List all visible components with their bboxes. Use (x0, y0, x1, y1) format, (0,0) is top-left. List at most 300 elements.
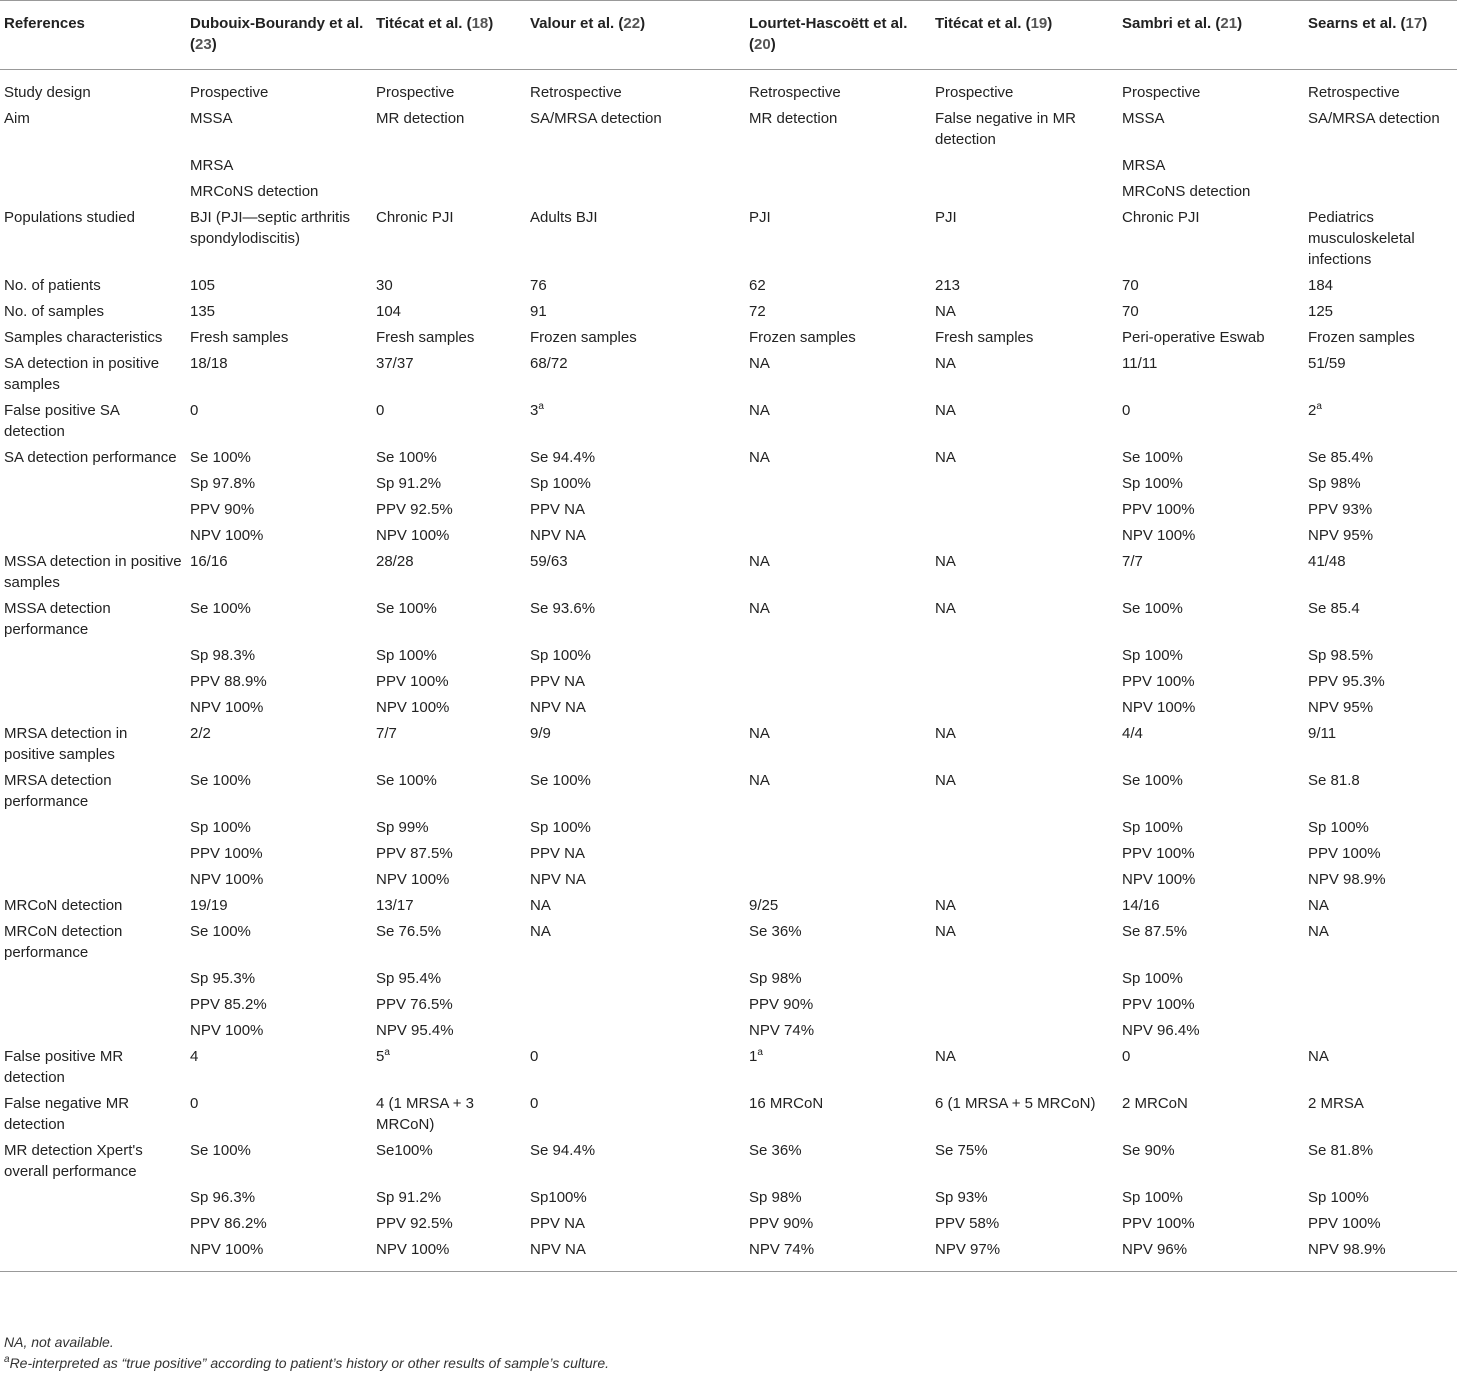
row-label: MRCoN detection (4, 897, 123, 914)
table-row (0, 770, 1457, 817)
table-cell (372, 770, 526, 817)
cell-value: 68/72 (530, 355, 568, 372)
cell-value: NPV 100% (1122, 871, 1196, 888)
table-cell (1118, 155, 1304, 181)
study-name-tail: ) (770, 36, 776, 53)
cell-value: 91 (530, 303, 547, 320)
table-cell (372, 645, 526, 671)
table-cell (526, 301, 745, 327)
reference-number: 17 (1405, 15, 1423, 32)
cell-value: 2 MRCoN (1122, 1095, 1188, 1112)
table-cell (526, 207, 745, 275)
cell-value: 7/7 (1122, 553, 1143, 570)
cell-value: Adults BJI (530, 209, 598, 226)
table-cell (1118, 697, 1304, 723)
table-cell (745, 968, 931, 994)
table-cell (1304, 968, 1457, 994)
cell-value: 135 (190, 303, 216, 320)
cell-value: NA (935, 355, 956, 372)
table-row (0, 1213, 1457, 1239)
table-cell (1118, 1093, 1304, 1140)
table-cell (526, 275, 745, 301)
reference-number: 23 (195, 36, 212, 53)
cell-value: 104 (376, 303, 402, 320)
cell-value: NA (935, 772, 956, 789)
cell-value: NPV 100% (376, 527, 450, 544)
cell-value: Sp 95.4% (376, 970, 442, 987)
cell-value: Sp 91.2% (376, 1189, 442, 1206)
footnote-marker: a (538, 401, 544, 412)
table-row (0, 447, 1457, 473)
table-row (0, 1239, 1457, 1272)
row-label: Aim (4, 110, 30, 127)
table-cell (1118, 1213, 1304, 1239)
footnote-a-text: Re-interpreted as “true positive” according to patient’s history or other results of sample’s culture. (9, 1355, 609, 1371)
table-cell (931, 1239, 1118, 1272)
table-cell (1118, 895, 1304, 921)
table-cell (526, 473, 745, 499)
cell-value: Sp 100% (1122, 647, 1183, 664)
study-name: Titécat et al. ( (376, 15, 472, 32)
table-cell (931, 921, 1118, 968)
row-label: False negative MR detection (4, 1095, 130, 1133)
cell-value: Se 85.4% (1308, 449, 1374, 466)
table-cell (1118, 671, 1304, 697)
cell-value: Se 100% (1122, 449, 1183, 466)
table-cell (931, 1140, 1118, 1187)
cell-value: MR detection (376, 110, 465, 127)
table-cell (526, 994, 745, 1020)
table-cell (526, 499, 745, 525)
cell-value: NPV 100% (190, 699, 264, 716)
table-cell (372, 817, 526, 843)
table-cell (931, 869, 1118, 895)
table-cell (1304, 770, 1457, 817)
row-label (0, 968, 186, 994)
table-row (0, 181, 1457, 207)
cell-value: MRCoNS detection (1122, 183, 1251, 200)
table-cell (1304, 70, 1457, 109)
cell-value: Se 100% (190, 923, 251, 940)
study-name-tail: ) (640, 15, 646, 32)
cell-value: 62 (749, 277, 766, 294)
table-cell (186, 1213, 372, 1239)
cell-value: NPV 74% (749, 1241, 815, 1258)
cell-value: 72 (749, 303, 766, 320)
cell-value: NA (749, 553, 770, 570)
cell-value: NPV 96.4% (1122, 1022, 1200, 1039)
table-cell (931, 1187, 1118, 1213)
cell-value: Frozen samples (749, 329, 856, 346)
cell-value: Sp 100% (530, 475, 591, 492)
cell-value: PPV 100% (1122, 1215, 1195, 1232)
study-header (1118, 1, 1304, 70)
table-cell (1118, 723, 1304, 770)
cell-value: NPV 100% (190, 871, 264, 888)
table-cell (1304, 155, 1457, 181)
table-cell (931, 671, 1118, 697)
cell-value: Prospective (376, 84, 455, 101)
cell-value: SA/MRSA detection (530, 110, 662, 127)
table-cell (745, 1187, 931, 1213)
footnote-a (4, 1355, 609, 1371)
table-cell (186, 70, 372, 109)
cell-value: SA/MRSA detection (1308, 110, 1440, 127)
cell-value: MR detection (749, 110, 838, 127)
cell-value: 0 (190, 402, 199, 419)
table-cell (745, 400, 931, 447)
cell-value: 37/37 (376, 355, 414, 372)
table-cell (186, 155, 372, 181)
cell-value: PPV 87.5% (376, 845, 453, 862)
table-cell (931, 598, 1118, 645)
table-cell (1118, 275, 1304, 301)
table-cell (1304, 895, 1457, 921)
table-cell (526, 817, 745, 843)
cell-value: 51/59 (1308, 355, 1346, 372)
cell-value: Fresh samples (190, 329, 289, 346)
table-cell (1118, 70, 1304, 109)
table-cell (186, 301, 372, 327)
table-cell (526, 968, 745, 994)
table-cell (745, 1239, 931, 1272)
table-cell (931, 1046, 1118, 1093)
cell-value: NA (935, 449, 956, 466)
row-label: Study design (4, 84, 91, 101)
cell-value: 9/11 (1308, 725, 1337, 742)
row-label (0, 473, 186, 499)
cell-value: PPV 100% (376, 673, 449, 690)
row-label: MRCoN detection performance (4, 923, 123, 961)
cell-value: 2 (1308, 402, 1317, 419)
cell-value: PPV NA (530, 673, 586, 690)
table-row (0, 70, 1457, 109)
cell-value: NA (935, 1048, 956, 1065)
cell-value: NPV 100% (376, 871, 450, 888)
table-cell (526, 1093, 745, 1140)
table-cell (745, 895, 931, 921)
cell-value: NA (530, 923, 551, 940)
table-cell (186, 1020, 372, 1046)
table-cell (931, 70, 1118, 109)
table-row (0, 697, 1457, 723)
table-cell (745, 327, 931, 353)
table-row (0, 994, 1457, 1020)
table-cell (186, 1140, 372, 1187)
study-name: Sambri et al. ( (1122, 15, 1221, 32)
cell-value: 16 MRCoN (749, 1095, 824, 1112)
cell-value: NPV 98.9% (1308, 871, 1386, 888)
cell-value: Sp 98% (1308, 475, 1361, 492)
table-cell (526, 598, 745, 645)
table-cell (931, 499, 1118, 525)
study-header (526, 1, 745, 70)
cell-value: Se 100% (190, 1142, 251, 1159)
table-cell (1304, 723, 1457, 770)
table-cell (526, 551, 745, 598)
cell-value: NPV 100% (190, 1022, 264, 1039)
row-label (0, 645, 186, 671)
table-cell (186, 994, 372, 1020)
cell-value: PPV 100% (1122, 845, 1195, 862)
row-label (0, 1020, 186, 1046)
row-label (0, 155, 186, 181)
cell-value: PPV 90% (749, 1215, 814, 1232)
table-cell (186, 551, 372, 598)
cell-value: Sp 100% (376, 647, 437, 664)
cell-value: NPV NA (530, 699, 586, 716)
row-label: MR detection Xpert's overall performance (4, 1142, 143, 1180)
table-cell (931, 327, 1118, 353)
cell-value: PPV 100% (1122, 501, 1195, 518)
cell-value: 11/11 (1122, 355, 1158, 372)
table-cell (1118, 1239, 1304, 1272)
row-label: False positive MR detection (4, 1048, 124, 1086)
cell-value: PPV 100% (190, 845, 263, 862)
table-cell (1118, 968, 1304, 994)
table-row (0, 108, 1457, 155)
table-row (0, 551, 1457, 598)
cell-value: Se 100% (190, 449, 251, 466)
table-cell (745, 770, 931, 817)
table-cell (1304, 447, 1457, 473)
study-name: Searns et al. ( (1308, 15, 1406, 32)
table-cell (1304, 525, 1457, 551)
table-cell (372, 1093, 526, 1140)
study-name-tail: ) (488, 15, 494, 32)
table-cell (186, 400, 372, 447)
cell-value: Sp 98.5% (1308, 647, 1374, 664)
table-cell (1304, 1046, 1457, 1093)
table-cell (186, 697, 372, 723)
table-cell (1304, 1140, 1457, 1187)
table-cell (931, 770, 1118, 817)
reference-number: 20 (754, 36, 771, 53)
cell-value: NA (1308, 1048, 1329, 1065)
table-cell (372, 70, 526, 109)
table-cell (1304, 1187, 1457, 1213)
cell-value: 5 (376, 1048, 385, 1065)
table-cell (931, 843, 1118, 869)
row-label (0, 817, 186, 843)
table-row (0, 473, 1457, 499)
table-cell (186, 645, 372, 671)
row-label (0, 869, 186, 895)
table-cell (1304, 301, 1457, 327)
cell-value: NA (935, 402, 956, 419)
cell-value: PPV 95.3% (1308, 673, 1385, 690)
cell-value: Se 85.4 (1308, 600, 1360, 617)
cell-value: 41/48 (1308, 553, 1346, 570)
cell-value: NA (749, 449, 770, 466)
table-cell (372, 207, 526, 275)
cell-value: 9/9 (530, 725, 551, 742)
table-cell (931, 301, 1118, 327)
table-row (0, 400, 1457, 447)
table-cell (372, 869, 526, 895)
study-name: Valour et al. ( (530, 15, 624, 32)
table-cell (372, 551, 526, 598)
table-cell (745, 447, 931, 473)
cell-value: 184 (1308, 277, 1334, 294)
table-cell (526, 921, 745, 968)
table-cell (745, 275, 931, 301)
table-row (0, 1140, 1457, 1187)
table-cell (186, 525, 372, 551)
cell-value: Sp 98.3% (190, 647, 256, 664)
table-cell (931, 697, 1118, 723)
cell-value: NPV 96% (1122, 1241, 1188, 1258)
cell-value: Chronic PJI (1122, 209, 1200, 226)
table-cell (1304, 671, 1457, 697)
cell-value: 213 (935, 277, 961, 294)
cell-value: 105 (190, 277, 216, 294)
cell-value: 6 (1 MRSA + 5 MRCoN) (935, 1095, 1096, 1112)
cell-value: 70 (1122, 303, 1139, 320)
cell-value: PPV NA (530, 1215, 586, 1232)
cell-value: 13/17 (376, 897, 414, 914)
table-cell (526, 671, 745, 697)
table-cell (526, 1239, 745, 1272)
table-cell (1304, 1239, 1457, 1272)
table-cell (1304, 327, 1457, 353)
table-cell (931, 1020, 1118, 1046)
cell-value: Se 81.8% (1308, 1142, 1374, 1159)
cell-value: NA (935, 600, 956, 617)
cell-value: PPV 90% (749, 996, 814, 1013)
table-cell (1304, 817, 1457, 843)
footnote-marker: a (1316, 401, 1322, 412)
table-row (0, 1093, 1457, 1140)
table-cell (186, 108, 372, 155)
cell-value: Sp 100% (1122, 475, 1183, 492)
table-cell (526, 1020, 745, 1046)
table-cell (526, 697, 745, 723)
table-row (0, 817, 1457, 843)
cell-value: PPV 100% (1122, 996, 1195, 1013)
cell-value: 4/4 (1122, 725, 1143, 742)
table-cell (745, 1093, 931, 1140)
table-cell (526, 70, 745, 109)
table-cell (745, 525, 931, 551)
table-cell (931, 551, 1118, 598)
cell-value: PPV 100% (1122, 673, 1195, 690)
table-cell (372, 327, 526, 353)
cell-value: NA (749, 725, 770, 742)
table-cell (1304, 1020, 1457, 1046)
table-cell (372, 473, 526, 499)
table-cell (1118, 869, 1304, 895)
cell-value: Se 75% (935, 1142, 988, 1159)
study-name: Dubouix-Bourandy et al. ( (190, 15, 364, 53)
table-cell (745, 817, 931, 843)
reference-number: 18 (471, 15, 489, 32)
table-cell (1118, 921, 1304, 968)
table-cell (1304, 921, 1457, 968)
cell-value: PPV 58% (935, 1215, 1000, 1232)
table-cell (186, 447, 372, 473)
table-cell (745, 155, 931, 181)
table-cell (372, 895, 526, 921)
table-row (0, 921, 1457, 968)
table-cell (745, 723, 931, 770)
cell-value: Sp 97.8% (190, 475, 256, 492)
row-label (0, 181, 186, 207)
cell-value: Sp 100% (190, 819, 251, 836)
cell-value: Se 100% (530, 772, 591, 789)
table-cell (372, 499, 526, 525)
table-cell (186, 1239, 372, 1272)
table-cell (372, 181, 526, 207)
cell-value: Prospective (1122, 84, 1201, 101)
cell-value: 2/2 (190, 725, 211, 742)
table-cell (186, 275, 372, 301)
table-cell (186, 770, 372, 817)
cell-value: PPV 88.9% (190, 673, 267, 690)
table-cell (1304, 353, 1457, 400)
cell-value: PPV 90% (190, 501, 255, 518)
table-cell (1304, 473, 1457, 499)
cell-value: 3 (530, 402, 539, 419)
cell-value: PJI (935, 209, 957, 226)
table-cell (745, 353, 931, 400)
cell-value: Retrospective (530, 84, 622, 101)
table-row (0, 353, 1457, 400)
row-label: False positive SA detection (4, 402, 120, 440)
table-row (0, 327, 1457, 353)
reference-number: 19 (1030, 15, 1048, 32)
table-cell (1304, 499, 1457, 525)
cell-value: Frozen samples (530, 329, 637, 346)
table-cell (1304, 207, 1457, 275)
cell-value: Se 93.6% (530, 600, 596, 617)
study-header (745, 1, 931, 70)
table-cell (1118, 1020, 1304, 1046)
cell-value: Se 100% (376, 772, 437, 789)
table-cell (1118, 817, 1304, 843)
table-cell (186, 181, 372, 207)
table-cell (526, 645, 745, 671)
table-cell (931, 447, 1118, 473)
cell-value: PPV 76.5% (376, 996, 453, 1013)
cell-value: MRCoNS detection (190, 183, 319, 200)
cell-value: PPV NA (530, 845, 586, 862)
table-cell (372, 1020, 526, 1046)
cell-value: Pediatrics musculoskeletal infections (1308, 209, 1415, 268)
table-cell (526, 895, 745, 921)
table-cell (1118, 994, 1304, 1020)
row-label (0, 994, 186, 1020)
table-cell (526, 869, 745, 895)
cell-value: NPV 100% (376, 699, 450, 716)
table-cell (931, 108, 1118, 155)
cell-value: 30 (376, 277, 393, 294)
table-cell (526, 400, 745, 447)
cell-value: 7/7 (376, 725, 397, 742)
cell-value: 0 (376, 402, 385, 419)
cell-value: Se 81.8 (1308, 772, 1360, 789)
table-cell (1118, 353, 1304, 400)
table-cell (1118, 207, 1304, 275)
cell-value: NA (935, 923, 956, 940)
table-cell (931, 400, 1118, 447)
cell-value: Sp 95.3% (190, 970, 256, 987)
cell-value: Retrospective (1308, 84, 1400, 101)
table-cell (372, 1213, 526, 1239)
table-cell (186, 968, 372, 994)
table-cell (931, 645, 1118, 671)
table-cell (745, 645, 931, 671)
